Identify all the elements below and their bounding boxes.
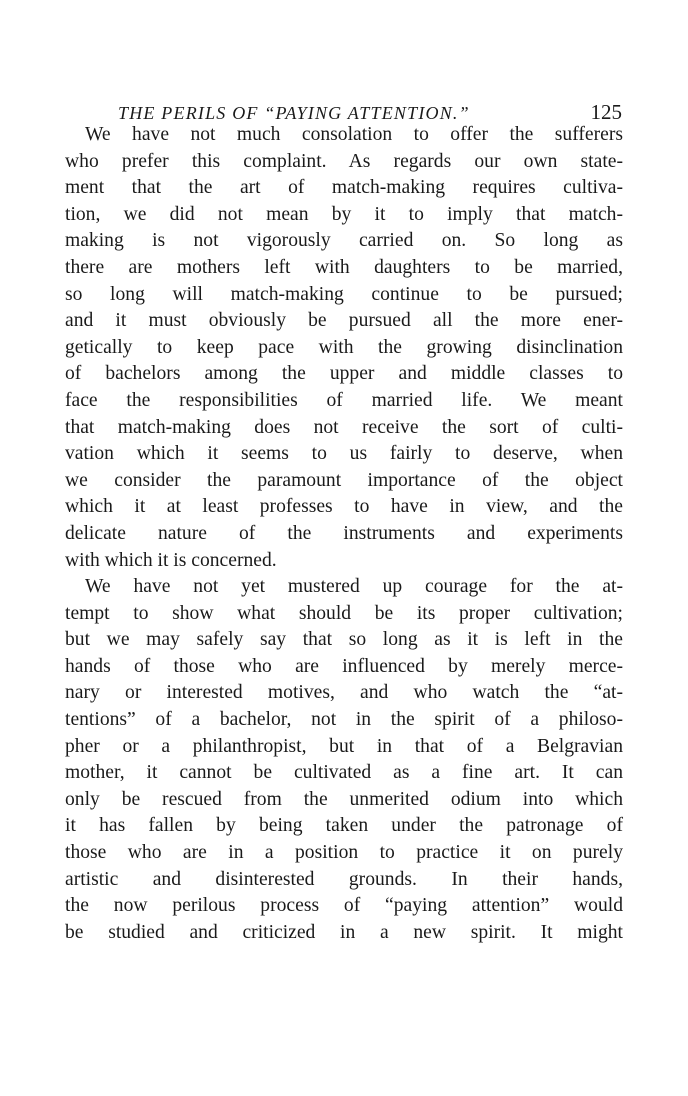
text-line: so long will match-making continue to be pursued;	[65, 283, 623, 305]
text-line: tion, we did not mean by it to imply that match-	[65, 203, 623, 225]
text-line: we consider the paramount importance of the object	[65, 469, 623, 491]
text-line: hands of those who are influenced by merely merce-	[65, 655, 623, 677]
text-line: the now perilous process of “paying attention” would	[65, 895, 623, 917]
text-line: which it at least professes to have in view, and the	[65, 496, 623, 518]
text-line: artistic and disinterested grounds. In their hands,	[65, 868, 623, 890]
text-line: that match-making does not receive the sort of culti-	[65, 416, 623, 438]
text-line: delicate nature of the instruments and experiments	[65, 522, 623, 544]
text-line: only be rescued from the unmerited odium into which	[65, 788, 623, 810]
text-line: be studied and criticized in a new spirit. It might	[65, 921, 623, 943]
text-line: ment that the art of match-making requires cultiva-	[65, 177, 623, 199]
text-line: getically to keep pace with the growing disinclination	[65, 336, 623, 358]
text-line: vation which it seems to us fairly to deserve, when	[65, 443, 623, 465]
text-line: those who are in a position to practice it on purely	[65, 842, 623, 864]
text-line: making is not vigorously carried on. So long as	[65, 230, 623, 252]
text-line: tempt to show what should be its proper cultivation;	[65, 602, 623, 624]
text-line: pher or a philanthropist, but in that of a Belgravian	[65, 735, 623, 757]
text-line: who prefer this complaint. As regards our own state-	[65, 150, 623, 172]
text-line: there are mothers left with daughters to be married,	[65, 256, 623, 278]
text-line: of bachelors among the upper and middle classes to	[65, 363, 623, 385]
text-line: face the responsibilities of married life. We meant	[65, 389, 623, 411]
page-number: 125	[590, 100, 622, 124]
page-body-text	[65, 122, 623, 946]
text-line: We have not yet mustered up courage for the at-	[85, 576, 623, 598]
text-line: mother, it cannot be cultivated as a fine art. It can	[65, 762, 623, 784]
text-line: tentions” of a bachelor, not in the spirit of a philoso-	[65, 709, 623, 731]
text-line: nary or interested motives, and who watch the “at-	[65, 682, 623, 704]
text-line: but we may safely say that so long as it is left in the	[65, 629, 623, 651]
text-line: and it must obviously be pursued all the more ener-	[65, 310, 623, 332]
running-title: THE PERILS OF “PAYING ATTENTION.”	[118, 103, 470, 123]
text-line: it has fallen by being taken under the patronage of	[65, 815, 623, 837]
text-line: with which it is concerned.	[65, 549, 277, 571]
text-line: We have not much consolation to offer the sufferers	[85, 124, 623, 145]
